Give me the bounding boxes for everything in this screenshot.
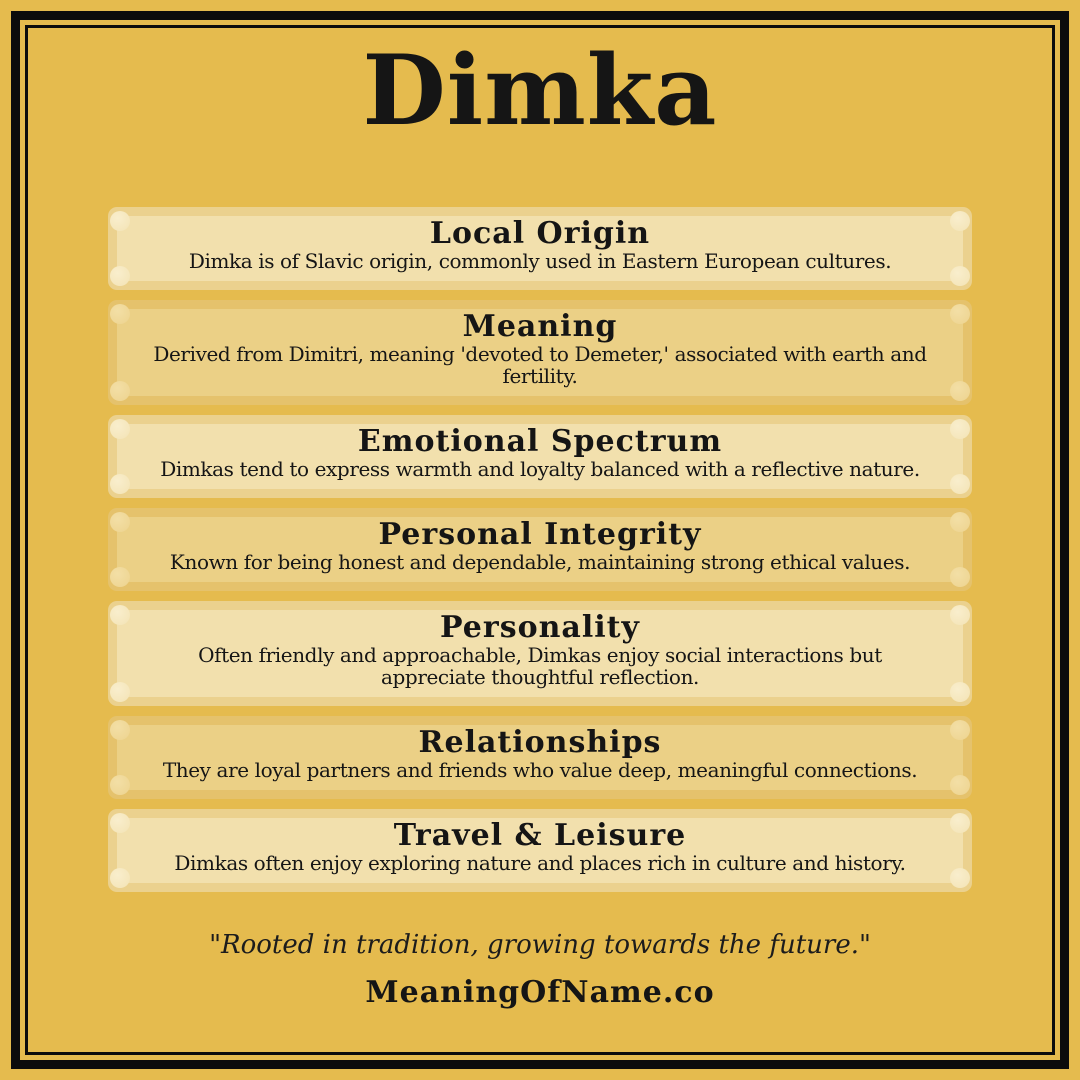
card-inner-panel — [117, 216, 963, 281]
corner-dot-icon — [110, 775, 130, 795]
card-travel-leisure — [108, 809, 972, 892]
card-inner-panel — [117, 424, 963, 489]
card-body-text: Dimka is of Slavic origin, commonly used in Eastern European cultures. — [188, 249, 892, 273]
card-inner-panel — [117, 517, 963, 582]
corner-dot-icon — [110, 813, 130, 833]
corner-dot-icon — [950, 304, 970, 324]
corner-dot-icon — [110, 682, 130, 702]
card-personal-integrity — [108, 508, 972, 591]
corner-dot-icon — [110, 474, 130, 494]
corner-dot-icon — [950, 474, 970, 494]
corner-dot-icon — [950, 512, 970, 532]
corner-dot-icon — [950, 720, 970, 740]
corner-dot-icon — [950, 211, 970, 231]
card-body-text: They are loyal partners and friends who value deep, meaningful connections. — [162, 758, 918, 782]
card-personality — [108, 601, 972, 706]
card-body-text: Often friendly and approachable, Dimkas enjoy social interactions but appreciate thoughtful reflection. — [198, 643, 882, 689]
card-inner-panel — [117, 309, 963, 396]
corner-dot-icon — [950, 266, 970, 286]
card-body-text: Derived from Dimitri, meaning 'devoted to Demeter,' associated with earth and fertility. — [153, 342, 927, 388]
section-card-list — [108, 207, 972, 892]
card-heading: Meaning — [462, 309, 618, 344]
corner-dot-icon — [110, 720, 130, 740]
brand-wordmark: MeaningOfName.co — [365, 975, 715, 1010]
card-heading: Personality — [440, 610, 640, 645]
corner-dot-icon — [110, 512, 130, 532]
corner-dot-icon — [110, 605, 130, 625]
card-heading: Local Origin — [429, 216, 651, 251]
card-inner-panel — [117, 725, 963, 790]
card-body-text: Dimkas tend to express warmth and loyalty balanced with a reflective nature. — [160, 457, 920, 481]
corner-dot-icon — [110, 266, 130, 286]
corner-dot-icon — [950, 682, 970, 702]
corner-dot-icon — [950, 775, 970, 795]
page-title: Dimka — [362, 34, 718, 147]
card-heading: Travel & Leisure — [393, 818, 687, 853]
card-heading: Relationships — [418, 725, 662, 760]
card-body-text: Dimkas often enjoy exploring nature and places rich in culture and history. — [174, 851, 906, 875]
corner-dot-icon — [110, 419, 130, 439]
corner-dot-icon — [110, 381, 130, 401]
card-meaning — [108, 300, 972, 405]
corner-dot-icon — [110, 868, 130, 888]
corner-dot-icon — [950, 813, 970, 833]
card-relationships — [108, 716, 972, 799]
card-body-text: Known for being honest and dependable, maintaining strong ethical values. — [169, 550, 911, 574]
corner-dot-icon — [950, 419, 970, 439]
card-inner-panel — [117, 818, 963, 883]
tagline-quote: "Rooted in tradition, growing towards the future." — [209, 930, 871, 960]
card-local-origin — [108, 207, 972, 290]
corner-dot-icon — [950, 605, 970, 625]
corner-dot-icon — [950, 868, 970, 888]
card-inner-panel — [117, 610, 963, 697]
poster-content — [28, 28, 1052, 1052]
corner-dot-icon — [110, 211, 130, 231]
corner-dot-icon — [950, 381, 970, 401]
corner-dot-icon — [950, 567, 970, 587]
corner-dot-icon — [110, 304, 130, 324]
card-heading: Personal Integrity — [378, 517, 702, 552]
card-heading: Emotional Spectrum — [357, 424, 723, 459]
card-emotional-spectrum — [108, 415, 972, 498]
corner-dot-icon — [110, 567, 130, 587]
